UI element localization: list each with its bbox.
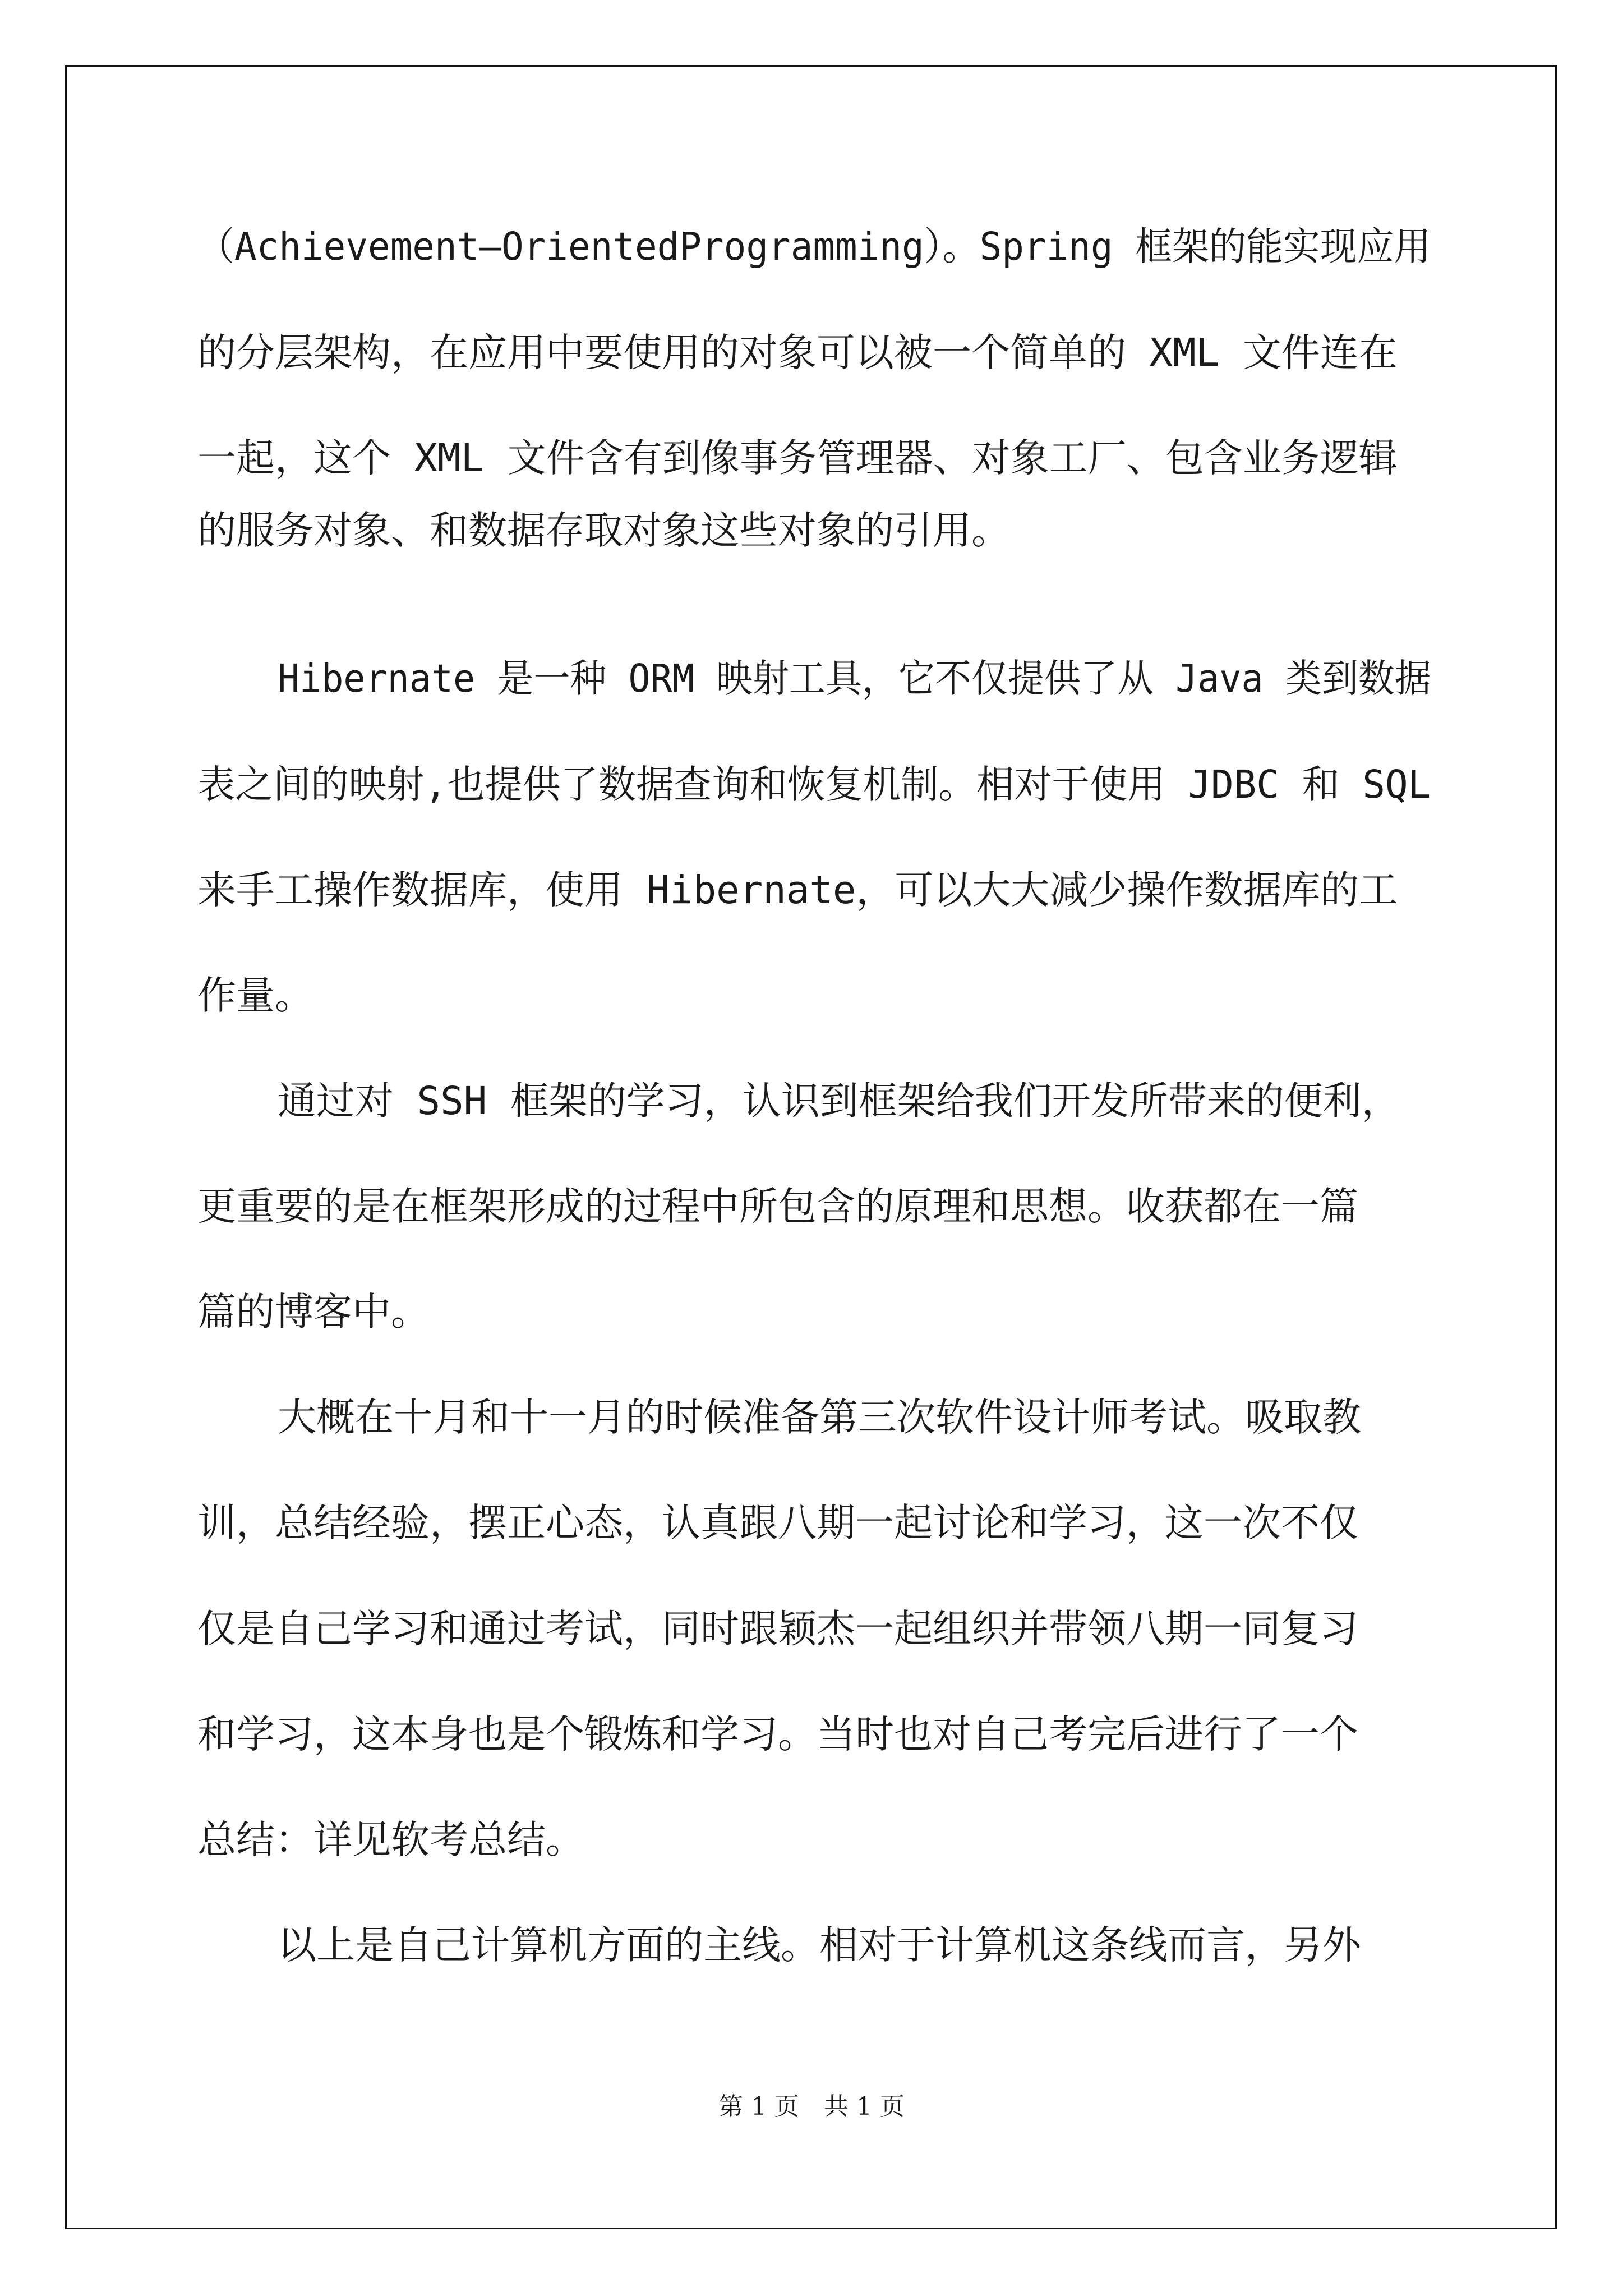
- paragraph-4-line-5: 总结：详见软考总结。: [197, 1818, 584, 1862]
- paragraph-1-line-3: 一起，这个 XML 文件含有到像事务管理器、对象工厂、包含业务逻辑: [197, 436, 1398, 481]
- paragraph-4-line-2: 训，总结经验，摆正心态，认真跟八期一起讨论和学习，这一次不仅: [197, 1501, 1358, 1545]
- page-number-footer: 第 1 页 共 1 页: [718, 2092, 905, 2121]
- paragraph-1-line-4: 的服务对象、和数据存取对象这些对象的引用。: [197, 508, 1010, 553]
- page-border: [65, 65, 1557, 2229]
- paragraph-3-line-3: 篇的博客中。: [197, 1290, 430, 1335]
- paragraph-3-line-2: 更重要的是在框架形成的过程中所包含的原理和思想。收获都在一篇: [197, 1184, 1358, 1229]
- paragraph-2-line-3: 来手工操作数据库，使用 Hibernate，可以大大减少操作数据库的工: [197, 868, 1398, 913]
- paragraph-5-line-1: 以上是自己计算机方面的主线。相对于计算机这条线而言，另外: [278, 1923, 1361, 1968]
- paragraph-4-line-4: 和学习，这本身也是个锻炼和学习。当时也对自己考完后进行了一个: [197, 1712, 1358, 1757]
- paragraph-2-line-4: 作量。: [197, 973, 313, 1018]
- paragraph-1-line-2: 的分层架构，在应用中要使用的对象可以被一个简单的 XML 文件连在: [197, 330, 1398, 375]
- paragraph-2-line-1: Hibernate 是一种 ORM 映射工具，它不仅提供了从 Java 类到数据: [278, 656, 1431, 701]
- paragraph-4-line-3: 仅是自己学习和通过考试，同时跟颖杰一起组织并带领八期一同复习: [197, 1607, 1358, 1651]
- paragraph-3-line-1: 通过对 SSH 框架的学习，认识到框架给我们开发所带来的便利，: [278, 1079, 1400, 1124]
- paragraph-1-line-1: （Achievement—OrientedProgramming）。Spring 框架的能实现应用: [197, 224, 1431, 269]
- paragraph-2-line-2: 表之间的映射,也提供了数据查询和恢复机制。相对于使用 JDBC 和 SQL: [197, 762, 1431, 807]
- paragraph-4-line-1: 大概在十月和十一月的时候准备第三次软件设计师考试。吸取教: [278, 1395, 1361, 1440]
